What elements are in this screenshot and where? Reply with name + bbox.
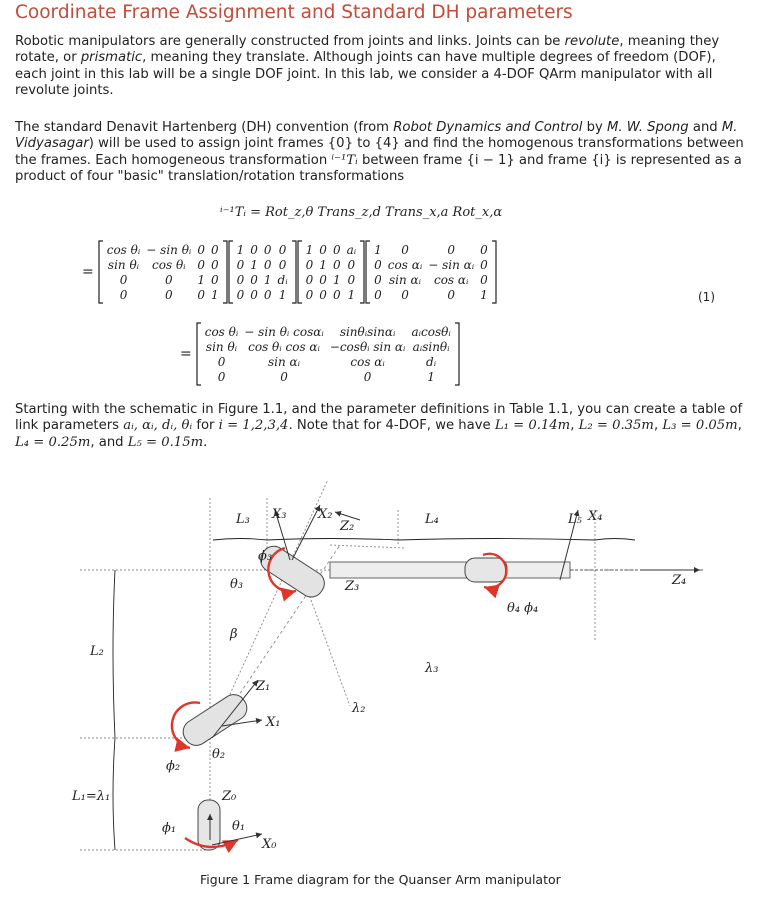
matrix-cell: 1 [319,257,327,272]
matrix-cell: 0 [236,287,245,302]
matrix-row [104,272,222,287]
matrix-result [202,324,454,384]
matrix-cell: 0 [332,287,341,302]
matrix-row [202,339,454,354]
matrix-cell: 0 [480,272,488,287]
matrix-cell: 0 [305,272,314,287]
matrix-cell: cos αᵢ [387,257,423,272]
label-theta3: θ₃ [230,577,244,592]
matrix-cell: 0 [250,272,258,287]
label-phi2: ϕ₂ [166,759,181,774]
matrix-cell: 0 [319,242,327,257]
matrix-cell: 0 [374,287,382,302]
matrix-row [234,287,291,302]
matrix-cell: − sin θᵢ cosαᵢ [244,324,324,339]
matrix-row [371,257,491,272]
matrix-cell: sin αᵢ [268,354,301,369]
matrix-cell: − sin θᵢ [146,242,192,257]
matrix-cell: 0 [347,272,356,287]
label-L3: L₃ [236,512,250,527]
label-L4: L₄ [425,512,439,527]
matrix-cell: 0 [217,369,226,384]
matrix-row [303,272,360,287]
label-X4: X₄ [588,509,603,524]
equation-matrix-result [180,322,460,386]
matrix-cell: 0 [165,272,173,287]
matrix-cell: 0 [197,257,205,272]
matrix-row [371,287,491,302]
label-theta4-phi4: θ₄ ϕ₄ [507,601,539,616]
matrix-row [234,242,291,257]
matrix-row [104,287,222,302]
matrix-row [104,242,222,257]
matrix-cell: 0 [332,242,341,257]
matrix-cell: 1 [210,287,219,302]
label-L1-lambda1: L₁=λ₁ [72,789,111,804]
matrix-cell: 0 [278,242,287,257]
matrix-cell: 0 [278,257,287,272]
matrix-cell: cos θᵢ cos αᵢ [248,339,320,354]
matrix-cell: 0 [210,272,219,287]
matrix-cell: sinθᵢsinαᵢ [339,324,396,339]
equation-matrix-product [82,240,497,304]
matrix-cell: 0 [305,287,314,302]
matrix-cell: cos θᵢ [204,324,239,339]
matrix-cell: − sin αᵢ [428,257,475,272]
label-Z1: Z₁ [256,679,271,694]
matrix-cell: 0 [210,242,219,257]
paragraph-dh: The standard Denavit Hartenberg (DH) convention (from Robot Dynamics and Control by M. W. Spong and M. Vidyasagar) will be used to assign joint frames {0} to {4} and find the homogenous transformations between the frames. Each homogeneous transformation ⁱ⁻¹Tᵢ between frame {i − 1} and frame {i} is represented as a product of four "basic" translation/rotation transformations [15,120,744,184]
matrix-row [371,272,491,287]
matrix-cell: 1 [197,272,205,287]
label-lambda3: λ₃ [425,661,439,676]
matrix-row [303,242,360,257]
matrix-cell: 1 [250,257,258,272]
label-phi1: ϕ₁ [162,821,177,836]
matrix-cell: 1 [236,242,245,257]
matrix-cell: aᵢsinθᵢ [412,339,450,354]
matrix-cell: 0 [347,257,356,272]
matrix-cell: 0 [119,272,128,287]
label-beta: β [230,627,238,642]
matrix-cell: 1 [278,287,287,302]
label-theta1: θ₁ [232,819,246,834]
label-X1: X₁ [266,715,281,730]
matrix-cell: sin θᵢ [107,257,140,272]
matrix-cell: 0 [401,242,409,257]
matrix-cell: 0 [236,272,245,287]
matrix-cell: 1 [374,242,382,257]
matrix-cell: 1 [305,242,314,257]
matrix-cell: 0 [447,242,456,257]
section-title: Coordinate Frame Assignment and Standard DH parameters [15,2,573,23]
matrix-row [303,257,360,272]
matrix-row [202,354,454,369]
matrix-row [234,257,291,272]
matrix-cell: aᵢcosθᵢ [411,324,451,339]
matrix-cell: 0 [197,287,205,302]
label-X3: X₃ [272,507,287,522]
right-bracket [491,240,497,304]
matrix-row [371,242,491,257]
matrix-cell: sin αᵢ [388,272,422,287]
equation-dh-product: ⁱ⁻¹Tᵢ = Rot_z,θ Trans_z,d Trans_x,a Rot_x,α [220,205,503,220]
matrix-cell: cos αᵢ [350,354,385,369]
matrix-cell: 0 [263,257,272,272]
matrix-cell: 0 [319,272,327,287]
joint-4-cylinder [465,558,507,582]
matrix-cell: 0 [217,354,226,369]
link-4 [330,562,570,578]
matrix-cell: −cosθᵢ sin αᵢ [329,339,406,354]
matrix-cell: 0 [401,287,409,302]
matrix-cell: 0 [480,257,488,272]
brace-lines [113,539,635,851]
label-Z3: Z₃ [345,579,360,594]
joint-1-cylinder [198,800,220,850]
matrix-cell: 1 [332,272,341,287]
paragraph-intro: Robotic manipulators are generally constructed from joints and links. Joints can be revolute, meaning they rotate, or prismatic, meaning they translate. Although joints can have multiple degrees of freedom (DOF), each joint in this lab will be a single DOF joint. In this lab, we consider a 4-DOF QArm manipulator with all revolute joints. [15,34,720,98]
label-phi3: ϕ₃ [258,549,273,564]
matrix-cell: 0 [363,369,372,384]
matrix-cell: 0 [236,257,245,272]
matrix-cell: 1 [427,369,435,384]
matrix-cell: 0 [480,242,488,257]
right-bracket [454,322,460,386]
matrix-cell: 0 [250,242,258,257]
matrix-cell: 0 [263,287,272,302]
matrix-cell: 0 [250,287,258,302]
matrix-cell: 0 [165,287,173,302]
label-X2: X₂ [318,507,333,522]
label-Z2: Z₂ [340,519,355,534]
equals-sign: = [82,264,94,280]
matrix-row [234,272,291,287]
matrix-cell: cos θᵢ [152,257,186,272]
matrix-row [104,257,222,272]
matrix-cell: 0 [210,257,219,272]
matrix-cell: dᵢ [426,354,437,369]
matrix-cell: 0 [263,242,272,257]
equals-sign: = [180,346,192,362]
matrix-row [303,287,360,302]
label-lambda2: λ₂ [352,701,366,716]
matrix-cell: 1 [263,272,272,287]
label-Z0: Z₀ [222,789,237,804]
matrix-cell: 0 [305,257,314,272]
matrix-cell: aᵢ [346,242,357,257]
paragraph-link-parameters: Starting with the schematic in Figure 1.1, and the parameter definitions in Table 1.1, you can create a table of link parameters aᵢ, αᵢ, dᵢ, θᵢ for i = 1,2,3,4. Note that for 4-DOF, we have L₁ = 0.14m, L₂ = 0.35m, L₃ = 0.05m, L₄ = 0.25m, and L₅ = 0.15m. [15,402,743,450]
matrix-cell: cos θᵢ [106,242,141,257]
matrix-cell: dᵢ [277,272,288,287]
matrix-cell: 0 [319,287,327,302]
matrix-rot-x [371,242,491,302]
matrix-cell: cos αᵢ [433,272,469,287]
matrix-cell: 1 [347,287,356,302]
matrix-cell: 0 [197,242,205,257]
matrix-cell: 1 [480,287,488,302]
matrix-rot-z [104,242,222,302]
matrix-cell: 0 [447,287,456,302]
matrix-cell: sin θᵢ [205,339,238,354]
matrix-row [202,324,454,339]
matrix-cell: 0 [280,369,288,384]
figure-caption: Figure 1 Frame diagram for the Quanser Arm manipulator [200,872,561,887]
joint-2-cylinder [179,690,252,750]
matrix-cell: 0 [374,272,382,287]
label-X0: X₀ [262,837,277,852]
matrix-row [202,369,454,384]
equation-number: (1) [698,290,715,304]
frame-diagram [0,480,763,870]
dimension-guides [80,480,635,850]
matrix-cell: 0 [374,257,382,272]
matrix-cell: 0 [119,287,128,302]
matrix-trans-x [303,242,360,302]
label-theta2: θ₂ [212,747,226,762]
label-L5: L₅ [568,512,582,527]
label-Z4: Z₄ [672,573,687,588]
label-L2: L₂ [90,644,104,659]
matrix-cell: 0 [332,257,341,272]
matrix-trans-z [234,242,291,302]
